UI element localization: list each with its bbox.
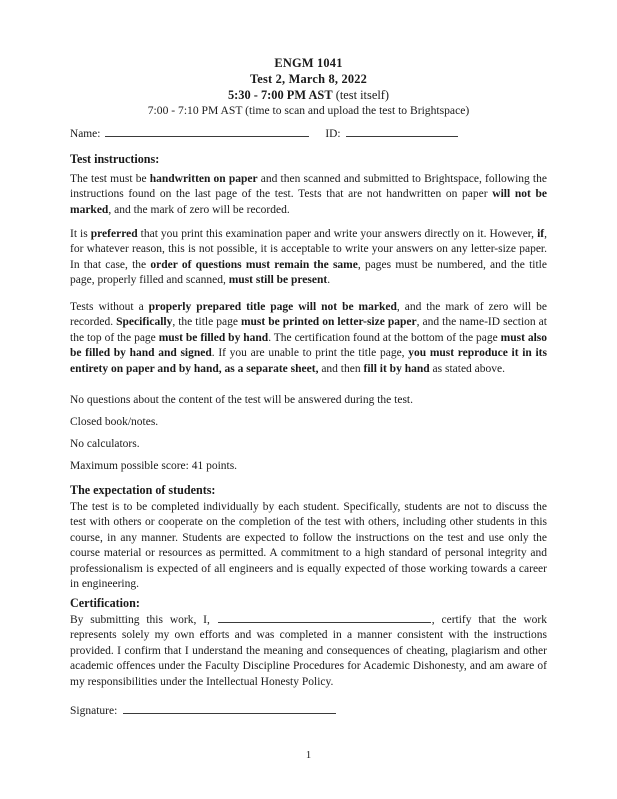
paragraph-text: Closed book/notes. <box>70 416 159 428</box>
paragraph-text <box>70 612 547 690</box>
test-time-main-bold: 5:30 - 7:00 PM AST <box>227 88 333 103</box>
paragraph-no-questions <box>70 393 547 408</box>
paragraph-expectation-body <box>70 500 547 593</box>
signature-label: Signature: <box>70 705 118 717</box>
p3-t4: , and the name-ID section at the top of the page <box>70 316 547 344</box>
p3-t6: . If you are unable to print the title page, <box>211 347 409 360</box>
certification-name-input-line[interactable] <box>218 612 431 623</box>
p3-t3: , the title page <box>172 316 241 329</box>
section-expectation-of-students <box>70 483 547 498</box>
p1-t3: , and the mark of zero will be recorded. <box>108 203 290 216</box>
p2-t2: that you print this examination paper and write your answers directly on it. However, <box>137 228 538 240</box>
p3-t2: , and the mark of zero will be recorded. <box>70 301 547 329</box>
p2-t3: , for whatever reason, this is not possible, it is acceptable to write your answers on any letter-size paper. In that case, the <box>70 228 547 271</box>
test-time-upload: 7:00 - 7:10 PM AST (time to scan and upload the test to Brightspace) <box>147 104 470 118</box>
p3-b5: must also be filled by hand and signed <box>70 331 547 360</box>
cert-before-text: By submitting this work, I, <box>70 614 210 626</box>
paragraph-handwritten-requirement <box>70 172 547 218</box>
p2-b2: if <box>537 228 545 240</box>
p3-b1: properly prepared title page will not be marked <box>148 301 397 313</box>
p1-b2: will not be marked <box>70 188 547 216</box>
p1-t2: and then scanned and submitted to Brightspace, following the instructions found on the last page of the test. Tests that are not handwritten on paper <box>70 173 547 201</box>
heading-expectation-of-students: The expectation of students: <box>70 483 216 497</box>
p2-b4: must still be present <box>228 274 328 287</box>
test-time-main-note: (test itself) <box>335 88 390 103</box>
p3-t5: . The certification found at the bottom of the page <box>268 331 501 344</box>
name-input-line[interactable] <box>105 126 309 137</box>
paragraph-text <box>70 172 547 218</box>
course-code: ENGM 1041 <box>274 56 343 70</box>
heading-test-instructions: Test instructions: <box>70 152 160 166</box>
name-id-row <box>70 126 547 140</box>
id-input-line[interactable] <box>346 126 458 137</box>
p2-b3: order of questions must remain the same <box>150 258 358 271</box>
page-number: 1 <box>305 750 312 761</box>
paragraph-no-calculators <box>70 437 547 452</box>
paragraph-text <box>70 227 547 289</box>
p3-t1: Tests without a <box>70 301 149 313</box>
p3-b6: you must reproduce it in its entirety on paper and by hand, as a separate sheet, <box>70 347 547 375</box>
section-test-instructions <box>70 152 547 167</box>
paragraph-text: Maximum possible score: 41 points. <box>70 460 238 472</box>
cert-after-text: , certify that the work represents solely my own efforts and was completed in a manner consistent with the instructions provided. I confirm that I understand the meaning and consequences of cheating, plagiarism and other academic offences under the Faculty Discipline Procedures for Academic Dishonesty, and am aware of my responsibilities under the Intellectual Honesty Policy. <box>70 614 547 688</box>
signature-input-line[interactable] <box>123 703 336 714</box>
paragraph-closed-book <box>70 415 547 430</box>
paragraph-text <box>70 300 547 377</box>
paragraph-text: No questions about the content of the test will be answered during the test. <box>70 394 414 406</box>
paragraph-maximum-score <box>70 459 547 474</box>
name-label: Name: <box>70 128 101 140</box>
paragraph-text: No calculators. <box>70 438 140 450</box>
p3-t8: as stated above. <box>429 362 506 375</box>
paragraph-certification-body <box>70 612 547 690</box>
signature-row <box>70 703 547 717</box>
p3-b7: fill it by hand <box>363 362 430 375</box>
section-certification <box>70 596 547 611</box>
paragraph-printing-preference <box>70 227 547 289</box>
test-title: Test 2, March 8, 2022 <box>249 72 368 87</box>
p3-b3: must be printed on letter-size paper <box>240 316 417 329</box>
p2-t1: It is <box>70 228 91 240</box>
p2-b1: preferred <box>90 228 138 240</box>
p2-t4: , pages must be numbered, and the title page, properly filled and scanned, <box>70 258 547 287</box>
paragraph-title-page-requirements <box>70 300 547 377</box>
test-time-main <box>70 87 547 103</box>
p3-b2: Specifically <box>116 316 173 329</box>
id-label: ID: <box>325 128 341 140</box>
p1-t1: The test must be <box>70 173 150 185</box>
p3-t7: and then <box>318 362 364 375</box>
p1-b1: handwritten on paper <box>149 173 258 185</box>
p2-t5: . <box>327 274 331 287</box>
p3-b4: must be filled by hand <box>158 331 269 344</box>
heading-certification: Certification: <box>70 596 140 610</box>
document-header <box>70 55 547 118</box>
paragraph-text: The test is to be completed individually by each student. Specifically, students are not to discuss the test with others or cooperate on the completion of the test with others, including other students in this course, in any manner. Students are expected to follow the instructions on the test and use only the course material or resources as permitted. A commitment to a high standard of personal integrity and professionalism is expected of all engineers and is equally expected of those working towards a career in engineering. <box>70 501 547 591</box>
